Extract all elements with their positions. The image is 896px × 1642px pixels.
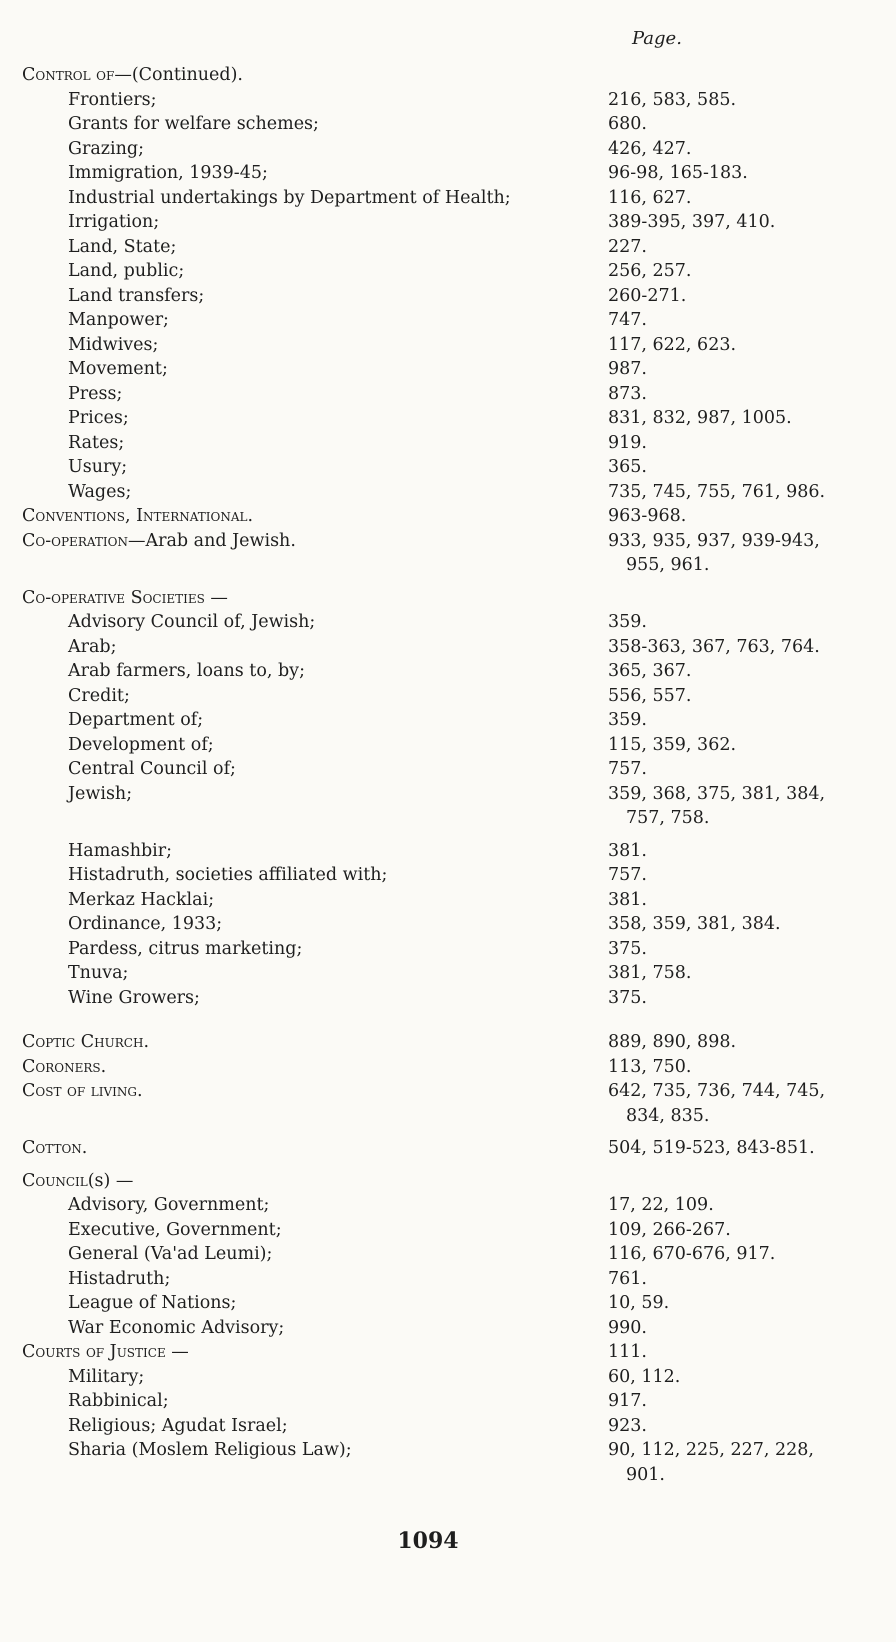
- index-subentry: [0, 610, 896, 634]
- subentry-label: General (Va'ad Leumi);: [68, 1244, 273, 1264]
- page-references: 735, 745, 755, 761, 986.: [608, 481, 826, 502]
- page-column-header: Page.: [632, 28, 682, 49]
- subentry-label: League of Nations;: [68, 1293, 237, 1313]
- heading-label: [22, 1136, 87, 1160]
- index-subentry: [0, 333, 896, 357]
- subentry-label: Grazing;: [68, 138, 144, 159]
- subentry-label: Ordinance, 1933;: [68, 914, 223, 934]
- index-subentry: [0, 757, 896, 781]
- page-references: 747.: [608, 310, 647, 330]
- page-references: 358-363, 367, 763, 764.: [608, 636, 820, 657]
- heading-label: [22, 1340, 189, 1364]
- subentry-label: Religious; Agudat Israel;: [68, 1415, 288, 1436]
- heading-suffix: .: [100, 1056, 107, 1077]
- subentry-label: Sharia (Moslem Religious Law);: [68, 1440, 352, 1460]
- index-subentry: [0, 431, 896, 455]
- heading-suffix: .: [81, 1138, 88, 1158]
- heading-term: Control of: [22, 65, 115, 85]
- subentry-label: Central Council of;: [68, 759, 236, 779]
- index-subentry: [0, 1316, 896, 1340]
- index-heading: [0, 63, 896, 87]
- subentry-label: Land transfers;: [68, 285, 205, 306]
- subentry-label: Executive, Government;: [68, 1219, 282, 1240]
- continuation-row: [0, 553, 896, 577]
- index-subentry: [0, 308, 896, 332]
- subentry-label: Department of;: [68, 710, 204, 730]
- page-references: 889, 890, 898.: [608, 1032, 737, 1052]
- heading-suffix: (s) —: [87, 1170, 134, 1191]
- subentry-label: Histadruth;: [68, 1268, 171, 1289]
- subentry-label: Pardess, citrus marketing;: [68, 938, 303, 959]
- subentry-label: Land, public;: [68, 261, 185, 281]
- index-heading: [0, 529, 896, 553]
- page-references: 831, 832, 987, 1005.: [608, 408, 792, 428]
- continuation-row: [0, 1463, 896, 1487]
- page-references: 227.: [608, 236, 647, 257]
- index-heading: [0, 586, 896, 610]
- heading-suffix: .: [143, 1032, 150, 1052]
- subentry-label: Wages;: [68, 481, 132, 502]
- page-references: 359.: [608, 710, 647, 730]
- subentry-label: Midwives;: [68, 334, 159, 355]
- index-subentry: [0, 1389, 896, 1413]
- subentry-label: War Economic Advisory;: [68, 1317, 285, 1338]
- subentry-label: Manpower;: [68, 310, 169, 330]
- index-subentry: [0, 186, 896, 210]
- page-references: 556, 557.: [608, 685, 692, 706]
- heading-label: [22, 504, 253, 528]
- heading-label: [22, 529, 296, 553]
- heading-label: [22, 63, 243, 87]
- page-references: 116, 627.: [608, 187, 692, 208]
- index-subentry: [0, 684, 896, 708]
- page-references: 919.: [608, 432, 647, 453]
- index-subentry: [0, 888, 896, 912]
- heading-label: [22, 1055, 106, 1079]
- index-subentry: [0, 161, 896, 185]
- index-subentry: [0, 1193, 896, 1217]
- continuation-row: [0, 806, 896, 830]
- subentry-label: Development of;: [68, 734, 214, 755]
- index-subentry: [0, 357, 896, 381]
- page-references: 260-271.: [608, 285, 687, 306]
- heading-suffix: —(Continued).: [114, 65, 243, 85]
- heading-term: Conventions, International: [22, 506, 248, 526]
- page-references: 873.: [608, 383, 647, 404]
- index-subentry: [0, 480, 896, 504]
- heading-term: Cost of living: [22, 1081, 137, 1101]
- page-references: 375.: [608, 938, 647, 959]
- index-subentry: [0, 733, 896, 757]
- page-references: 113, 750.: [608, 1056, 692, 1077]
- index-subentry: [0, 210, 896, 234]
- heading-term: Council: [22, 1170, 88, 1191]
- page-references: 256, 257.: [608, 261, 692, 281]
- index-subentry: [0, 839, 896, 863]
- page-references: 757, 758.: [626, 808, 710, 828]
- page-references: 381.: [608, 889, 647, 910]
- heading-label: [22, 1079, 143, 1103]
- heading-suffix: .: [247, 506, 254, 526]
- subentry-label: Press;: [68, 383, 123, 404]
- index-subentry: [0, 259, 896, 283]
- page-references: 117, 622, 623.: [608, 334, 737, 355]
- subentry-label: Usury;: [68, 457, 128, 477]
- heading-suffix: .: [136, 1081, 143, 1101]
- subentry-label: Rates;: [68, 432, 125, 453]
- page-references: 365, 367.: [608, 661, 692, 681]
- index-subentry: [0, 1438, 896, 1462]
- subentry-label: Military;: [68, 1366, 145, 1387]
- page-references: 381.: [608, 840, 647, 861]
- page-references: 642, 735, 736, 744, 745,: [608, 1081, 826, 1101]
- subentry-label: Rabbinical;: [68, 1391, 169, 1411]
- page-references: 96-98, 165-183.: [608, 163, 748, 183]
- page-references: 761.: [608, 1268, 647, 1289]
- heading-term: Co-operative Societies: [22, 587, 205, 608]
- index-subentry: [0, 406, 896, 430]
- index-subentry: [0, 112, 896, 136]
- subentry-label: Arab farmers, loans to, by;: [68, 661, 305, 681]
- index-subentry: [0, 912, 896, 936]
- page-number: 1094: [397, 1528, 459, 1554]
- index-subentry: [0, 863, 896, 887]
- subentry-label: Tnuva;: [68, 963, 129, 983]
- index-subentry: [0, 1414, 896, 1438]
- page-references: 359.: [608, 612, 647, 632]
- index-subentry: [0, 937, 896, 961]
- page-references: 963-968.: [608, 506, 687, 526]
- heading-suffix: —: [165, 1342, 189, 1362]
- index-heading: [0, 1169, 896, 1193]
- index-subentry: [0, 1365, 896, 1389]
- page-references: 375.: [608, 987, 647, 1008]
- page-references: 955, 961.: [626, 555, 710, 575]
- page-references: 365.: [608, 457, 647, 477]
- page-references: 426, 427.: [608, 138, 692, 159]
- page-references: 933, 935, 937, 939-943,: [608, 530, 820, 551]
- page-references: 111.: [608, 1342, 647, 1362]
- index-subentry: [0, 137, 896, 161]
- heading-term: Cotton: [22, 1138, 82, 1158]
- subentry-label: Hamashbir;: [68, 840, 173, 861]
- page-references: 987.: [608, 359, 647, 379]
- page-references: 917.: [608, 1391, 647, 1411]
- page-references: 115, 359, 362.: [608, 734, 737, 755]
- heading-term: Coroners: [22, 1056, 101, 1077]
- subentry-label: Advisory, Government;: [68, 1195, 270, 1215]
- heading-term: Co-operation: [22, 530, 128, 551]
- index-subentry: [0, 455, 896, 479]
- subentry-label: Immigration, 1939-45;: [68, 163, 268, 183]
- index-subentry: [0, 708, 896, 732]
- page-references: 389-395, 397, 410.: [608, 212, 776, 232]
- page-references: 990.: [608, 1317, 647, 1338]
- subentry-label: Wine Growers;: [68, 987, 200, 1008]
- page-references: 216, 583, 585.: [608, 89, 737, 110]
- subentry-label: Industrial undertakings by Department of Health;: [68, 187, 511, 208]
- subentry-label: Advisory Council of, Jewish;: [68, 612, 316, 632]
- page-references: 834, 835.: [626, 1105, 710, 1126]
- index-subentry: [0, 1218, 896, 1242]
- index-heading: [0, 1055, 896, 1079]
- index-subentry: [0, 88, 896, 112]
- heading-label: [22, 1030, 149, 1054]
- subentry-label: Grants for welfare schemes;: [68, 114, 319, 134]
- page-references: 358, 359, 381, 384.: [608, 914, 781, 934]
- heading-term: Courts of Justice: [22, 1342, 166, 1362]
- index-subentry: [0, 1267, 896, 1291]
- index-subentry: [0, 382, 896, 406]
- index-subentry: [0, 235, 896, 259]
- page-references: 381, 758.: [608, 963, 692, 983]
- heading-suffix: —: [204, 587, 228, 608]
- index-heading: [0, 1340, 896, 1364]
- subentry-label: Arab;: [68, 636, 117, 657]
- subentry-label: Jewish;: [68, 783, 133, 804]
- page-references: 757.: [608, 759, 647, 779]
- subentry-label: Frontiers;: [68, 89, 157, 110]
- index-subentry: [0, 659, 896, 683]
- page-references: 901.: [626, 1464, 665, 1485]
- page-references: 757.: [608, 865, 647, 885]
- continuation-row: [0, 1104, 896, 1128]
- index-subentry: [0, 1242, 896, 1266]
- subentry-label: Credit;: [68, 685, 130, 706]
- page-references: 109, 266-267.: [608, 1219, 731, 1240]
- index-heading: [0, 1079, 896, 1103]
- page-references: 10, 59.: [608, 1293, 670, 1313]
- subentry-label: Movement;: [68, 359, 168, 379]
- subentry-label: Histadruth, societies affiliated with;: [68, 865, 388, 885]
- heading-label: [22, 1169, 133, 1193]
- page-references: 504, 519-523, 843-851.: [608, 1138, 815, 1158]
- heading-label: [22, 586, 228, 610]
- subentry-label: Merkaz Hacklai;: [68, 889, 215, 910]
- index-subentry: [0, 1291, 896, 1315]
- subentry-label: Land, State;: [68, 236, 177, 257]
- index-subentry: [0, 635, 896, 659]
- subentry-label: Prices;: [68, 408, 129, 428]
- index-subentry: [0, 284, 896, 308]
- index-heading: [0, 1030, 896, 1054]
- index-heading: [0, 1136, 896, 1160]
- index-subentry: [0, 782, 896, 806]
- page-references: 116, 670-676, 917.: [608, 1244, 776, 1264]
- page-references: 359, 368, 375, 381, 384,: [608, 783, 826, 804]
- index-subentry: [0, 961, 896, 985]
- heading-suffix: —Arab and Jewish.: [127, 530, 296, 551]
- page-references: 17, 22, 109.: [608, 1195, 714, 1215]
- page-references: 90, 112, 225, 227, 228,: [608, 1440, 814, 1460]
- heading-term: Coptic Church: [22, 1032, 144, 1052]
- index-heading: [0, 504, 896, 528]
- index-subentry: [0, 986, 896, 1010]
- page-references: 923.: [608, 1415, 647, 1436]
- page-references: 680.: [608, 114, 647, 134]
- page-references: 60, 112.: [608, 1366, 681, 1387]
- subentry-label: Irrigation;: [68, 212, 160, 232]
